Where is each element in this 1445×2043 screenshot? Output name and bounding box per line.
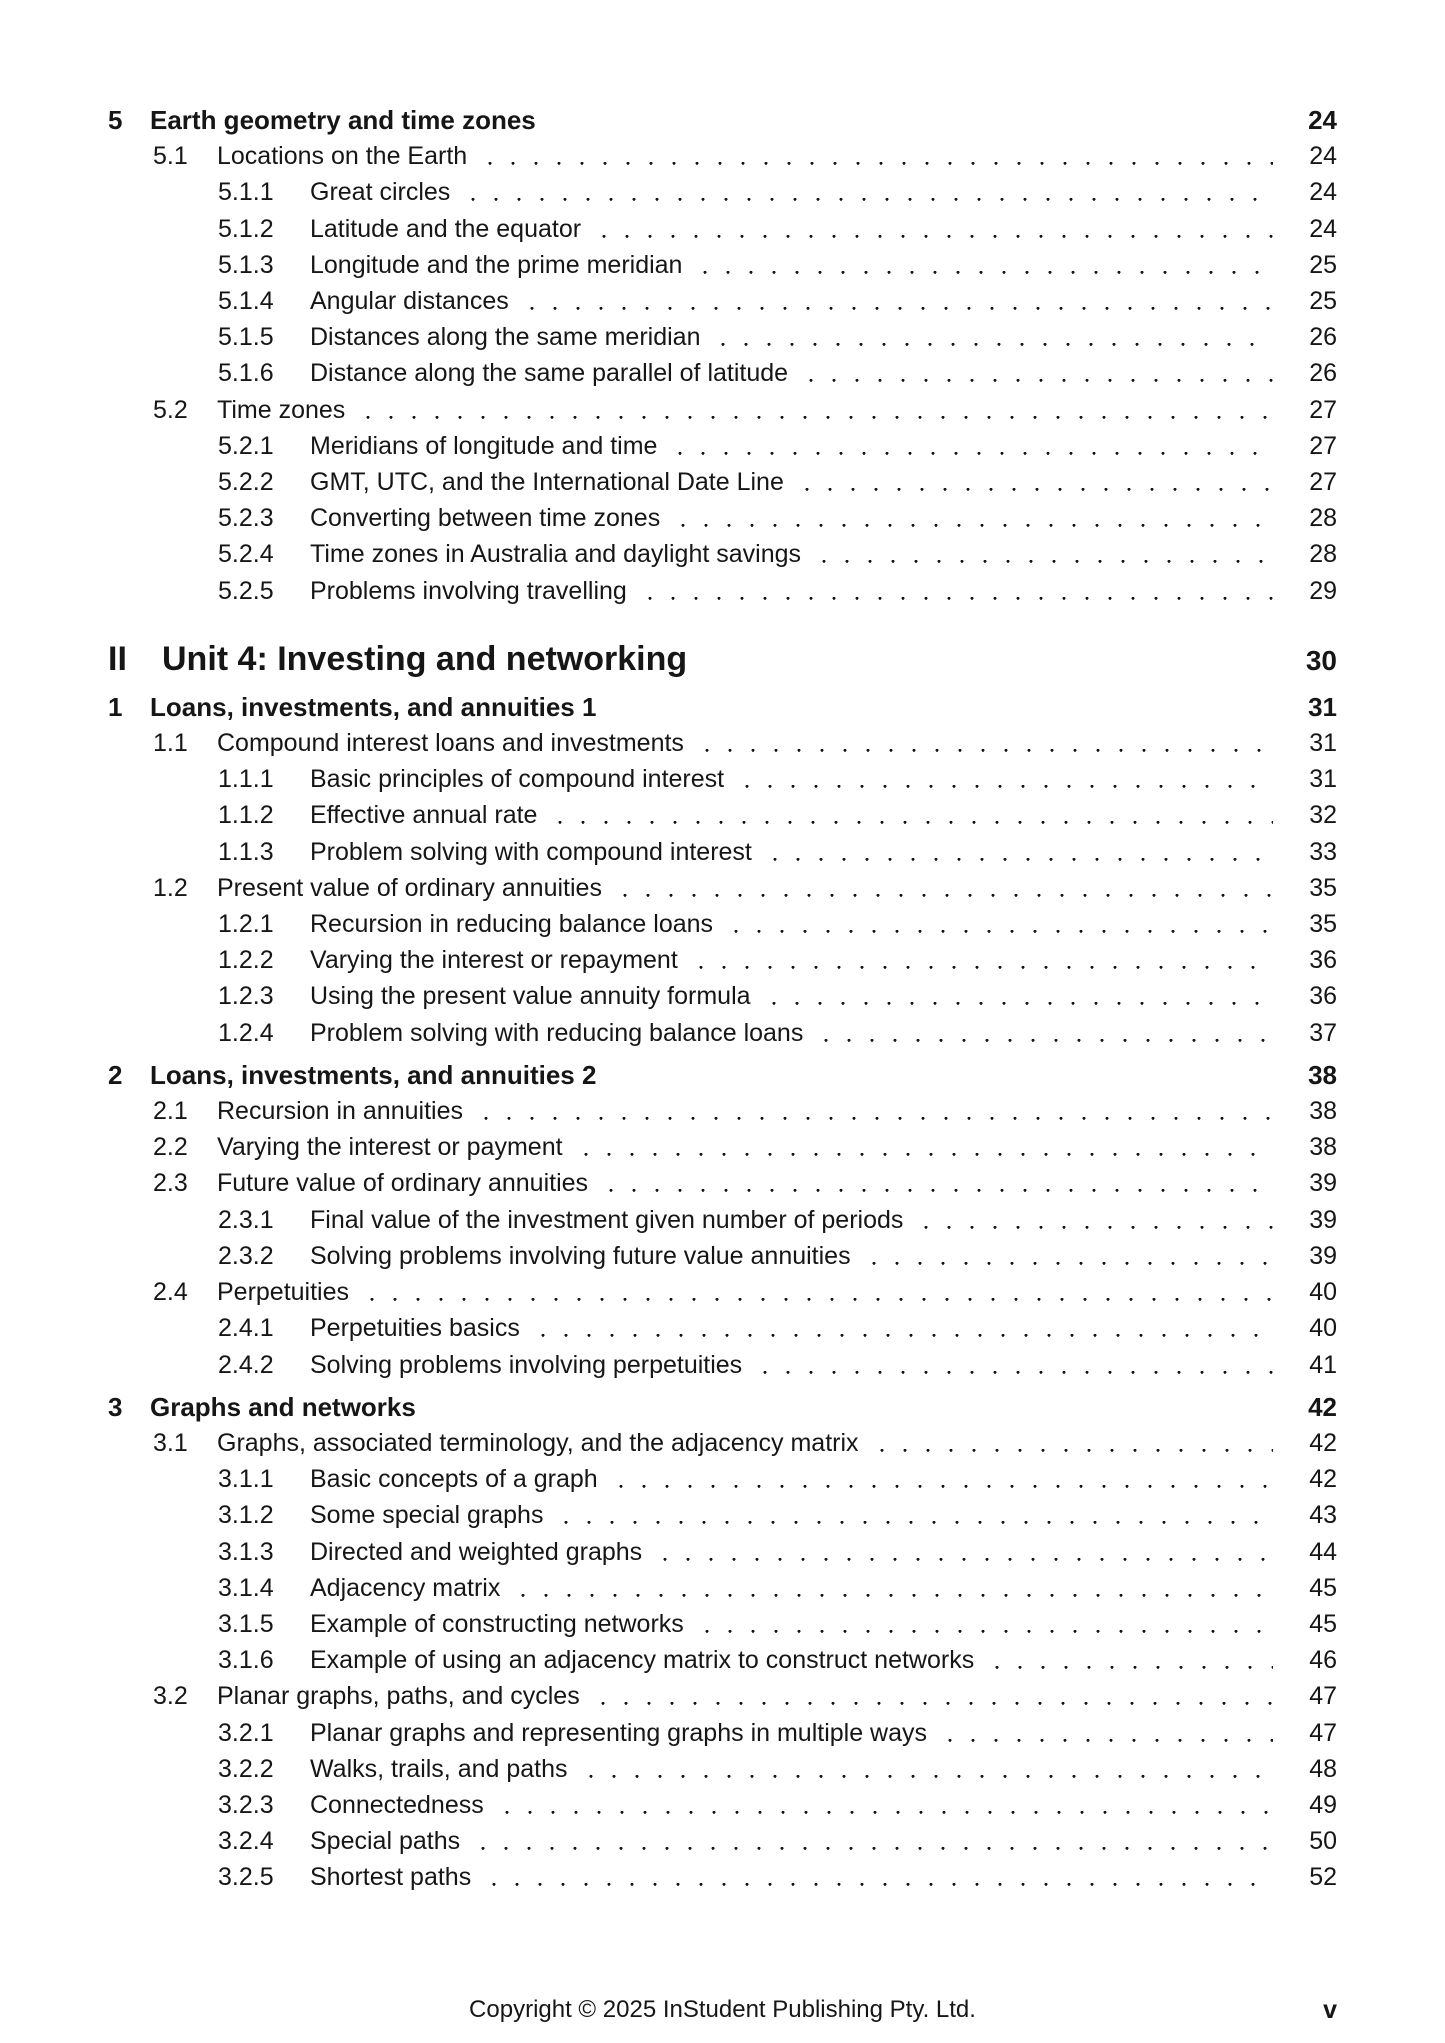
toc-entry-number: 3.1.4 xyxy=(218,1573,274,1602)
toc-entry-5-1-6[interactable] xyxy=(108,355,1337,391)
toc-entry-page-number: 52 xyxy=(1309,1863,1337,1892)
toc-entry-page-number: 48 xyxy=(1309,1754,1337,1783)
toc-entry-page-number: 38 xyxy=(1308,1059,1337,1090)
toc-entry-title: Graphs, associated terminology, and the adjacency matrix xyxy=(217,1428,859,1457)
toc-leader-dots xyxy=(654,1534,1273,1570)
toc-entry-number: 2.4.1 xyxy=(218,1314,274,1343)
toc-entry-page-number: 40 xyxy=(1309,1278,1337,1307)
toc-list xyxy=(108,96,1337,1896)
toc-entry-number: II xyxy=(108,639,127,678)
toc-entry-page-number: 27 xyxy=(1309,431,1337,460)
toc-entry-title: Compound interest loans and investments xyxy=(217,729,684,758)
toc-entry-title: Distances along the same meridian xyxy=(310,323,701,352)
toc-entry-number: 5.2.3 xyxy=(218,504,274,533)
toc-leader-dots xyxy=(593,211,1273,247)
toc-entry-2-3-1[interactable] xyxy=(108,1202,1337,1238)
toc-leader-dots xyxy=(764,834,1273,870)
toc-leader-dots xyxy=(496,1787,1273,1823)
toc-entry-page-number: 31 xyxy=(1309,729,1337,758)
toc-entry-5-2-4[interactable] xyxy=(108,536,1337,572)
toc-entry-5-1-2[interactable] xyxy=(108,211,1337,247)
toc-leader-dots xyxy=(472,1823,1273,1859)
toc-entry-title: Walks, trails, and paths xyxy=(310,1754,568,1783)
toc-leader-dots xyxy=(532,1310,1273,1346)
toc-entry-title: Longitude and the prime meridian xyxy=(310,250,683,279)
toc-entry-page-number: 47 xyxy=(1309,1718,1337,1747)
toc-entry-title: Converting between time zones xyxy=(310,504,661,533)
toc-entry-number: 3.1.6 xyxy=(218,1646,274,1675)
toc-leader-dots xyxy=(800,355,1273,391)
toc-entry-2-3[interactable] xyxy=(108,1165,1337,1201)
toc-entry-1-1[interactable] xyxy=(108,725,1337,761)
copyright-text: Copyright © 2025 InStudent Publishing Pty. Ltd. xyxy=(469,1996,976,2023)
toc-leader-dots xyxy=(428,1389,1273,1425)
toc-leader-dots xyxy=(815,1015,1273,1051)
toc-leader-dots xyxy=(357,392,1273,428)
toc-entry-number: 1 xyxy=(108,691,123,722)
toc-entry-title: Basic principles of compound interest xyxy=(310,765,725,794)
toc-leader-dots xyxy=(600,1165,1273,1201)
toc-leader-dots xyxy=(696,725,1273,761)
toc-entry-1-1-2[interactable] xyxy=(108,797,1337,833)
toc-entry-number: 1.2.4 xyxy=(218,1018,274,1047)
toc-entry-title: Effective annual rate xyxy=(310,801,538,830)
toc-entry-number: 5.1.4 xyxy=(218,287,274,316)
toc-entry-page-number: 46 xyxy=(1309,1646,1337,1675)
toc-entry-title: Some special graphs xyxy=(310,1501,544,1530)
toc-entry-title: Varying the interest or repayment xyxy=(310,946,678,975)
toc-entry-5-2[interactable] xyxy=(108,392,1337,428)
toc-entry-2-4[interactable] xyxy=(108,1274,1337,1310)
toc-leader-dots xyxy=(725,906,1273,942)
toc-entry-number: 5.1.1 xyxy=(218,178,274,207)
toc-entry-page-number: 37 xyxy=(1309,1018,1337,1047)
toc-entry-1[interactable] xyxy=(108,689,1337,725)
toc-entry-page-number: 25 xyxy=(1309,287,1337,316)
toc-entry-number: 5.2.5 xyxy=(218,576,274,605)
toc-entry-title: Varying the interest or payment xyxy=(217,1133,563,1162)
toc-leader-dots xyxy=(361,1274,1273,1310)
toc-leader-dots xyxy=(512,1570,1273,1606)
toc-entry-number: 5.2.2 xyxy=(218,468,274,497)
toc-entry-number: 3.2.1 xyxy=(218,1718,274,1747)
toc-entry-title: Planar graphs, paths, and cycles xyxy=(217,1682,580,1711)
toc-leader-dots xyxy=(939,1715,1273,1751)
toc-entry-page-number: 38 xyxy=(1309,1133,1337,1162)
toc-leader-dots xyxy=(712,319,1273,355)
toc-entry-page-number: 39 xyxy=(1309,1169,1337,1198)
toc-entry-2-4-1[interactable] xyxy=(108,1310,1337,1346)
toc-entry-number: 5.1.2 xyxy=(218,214,274,243)
toc-leader-dots xyxy=(736,761,1273,797)
toc-leader-dots xyxy=(696,1606,1273,1642)
toc-entry-number: 3.2.5 xyxy=(218,1863,274,1892)
toc-entry-page-number: 33 xyxy=(1309,837,1337,866)
toc-entry-number: 3.2.3 xyxy=(218,1790,274,1819)
toc-entry-number: 1.2.2 xyxy=(218,946,274,975)
toc-entry-number: 2.4 xyxy=(153,1278,188,1307)
toc-entry-page-number: 32 xyxy=(1309,801,1337,830)
toc-entry-title: Example of constructing networks xyxy=(310,1609,684,1638)
toc-entry-5-1[interactable] xyxy=(108,138,1337,174)
toc-entry-page-number: 24 xyxy=(1309,178,1337,207)
toc-entry-page-number: 29 xyxy=(1309,576,1337,605)
toc-entry-title: GMT, UTC, and the International Date Line xyxy=(310,468,784,497)
toc-leader-dots xyxy=(672,500,1273,536)
toc-entry-title: Solving problems involving future value annuities xyxy=(310,1241,851,1270)
toc-entry-page-number: 41 xyxy=(1309,1350,1337,1379)
toc-entry-3-2-2[interactable] xyxy=(108,1751,1337,1787)
toc-entry-3-2-5[interactable] xyxy=(108,1859,1337,1895)
toc-entry-page-number: 31 xyxy=(1309,765,1337,794)
toc-entry-page-number: 42 xyxy=(1308,1391,1337,1422)
toc-entry-5-2-2[interactable] xyxy=(108,464,1337,500)
toc-entry-5-1-4[interactable] xyxy=(108,283,1337,319)
toc-leader-dots xyxy=(555,1497,1273,1533)
toc-entry-page-number: 27 xyxy=(1309,468,1337,497)
toc-entry-title: Planar graphs and representing graphs in multiple ways xyxy=(310,1718,928,1747)
toc-entry-page-number: 36 xyxy=(1309,946,1337,975)
toc-entry-number: 1.1.1 xyxy=(218,765,274,794)
toc-entry-number: 3 xyxy=(108,1391,123,1422)
toc-entry-page-number: 42 xyxy=(1309,1465,1337,1494)
toc-leader-dots xyxy=(813,536,1273,572)
toc-entry-page-number: 24 xyxy=(1309,142,1337,171)
toc-entry-5-1-5[interactable] xyxy=(108,319,1337,355)
toc-entry-page-number: 24 xyxy=(1309,214,1337,243)
toc-leader-dots xyxy=(863,1238,1273,1274)
toc-entry-page-number: 28 xyxy=(1309,540,1337,569)
toc-leader-dots xyxy=(694,247,1273,283)
toc-entry-title: Adjacency matrix xyxy=(310,1573,501,1602)
toc-entry-3-1-1[interactable] xyxy=(108,1461,1337,1497)
toc-entry-title: Problem solving with reducing balance loans xyxy=(310,1018,804,1047)
toc-entry-2-2[interactable] xyxy=(108,1129,1337,1165)
toc-entry-number: 3.1.3 xyxy=(218,1537,274,1566)
toc-leader-dots xyxy=(610,1461,1273,1497)
toc-entry-number: 3.2 xyxy=(153,1682,188,1711)
toc-entry-ii[interactable] xyxy=(108,637,1337,683)
toc-leader-dots xyxy=(690,942,1273,978)
toc-leader-dots xyxy=(871,1425,1273,1461)
toc-entry-number: 2.4.2 xyxy=(218,1350,274,1379)
toc-leader-dots xyxy=(521,283,1273,319)
toc-entry-number: 1.1.3 xyxy=(218,837,274,866)
toc-entry-5-2-1[interactable] xyxy=(108,428,1337,464)
toc-entry-1-1-3[interactable] xyxy=(108,834,1337,870)
toc-entry-2[interactable] xyxy=(108,1057,1337,1093)
toc-entry-1-2-4[interactable] xyxy=(108,1015,1337,1051)
toc-entry-title: Special paths xyxy=(310,1827,461,1856)
toc-entry-title: Earth geometry and time zones xyxy=(150,105,536,135)
toc-entry-page-number: 27 xyxy=(1309,395,1337,424)
toc-leader-dots xyxy=(796,464,1273,500)
toc-entry-number: 2 xyxy=(108,1059,123,1090)
toc-entry-number: 3.1 xyxy=(153,1428,188,1457)
toc-entry-title: Perpetuities xyxy=(217,1278,350,1307)
toc-leader-dots xyxy=(754,1347,1273,1383)
toc-leader-dots xyxy=(475,1093,1273,1129)
toc-leader-dots xyxy=(462,174,1273,210)
toc-entry-number: 3.2.4 xyxy=(218,1827,274,1856)
toc-entry-title: Loans, investments, and annuities 2 xyxy=(150,1059,597,1090)
toc-entry-number: 5.2.1 xyxy=(218,431,274,460)
toc-entry-page-number: 45 xyxy=(1309,1609,1337,1638)
toc-entry-title: Angular distances xyxy=(310,287,509,316)
toc-entry-number: 5.1.5 xyxy=(218,323,274,352)
toc-entry-page-number: 28 xyxy=(1309,504,1337,533)
toc-entry-title: Shortest paths xyxy=(310,1863,472,1892)
toc-entry-title: Great circles xyxy=(310,178,451,207)
toc-entry-title: Graphs and networks xyxy=(150,1391,416,1422)
toc-leader-dots xyxy=(592,1678,1273,1714)
toc-entry-page-number: 47 xyxy=(1309,1682,1337,1711)
toc-leader-dots xyxy=(483,1859,1273,1895)
toc-entry-number: 1.2.1 xyxy=(218,910,274,939)
toc-entry-page-number: 50 xyxy=(1309,1827,1337,1856)
toc-entry-page-number: 44 xyxy=(1309,1537,1337,1566)
toc-entry-number: 5.2.4 xyxy=(218,540,274,569)
toc-leader-dots xyxy=(549,797,1273,833)
toc-entry-2-3-2[interactable] xyxy=(108,1238,1337,1274)
toc-entry-1-1-1[interactable] xyxy=(108,761,1337,797)
toc-entry-page-number: 40 xyxy=(1309,1314,1337,1343)
toc-entry-page-number: 36 xyxy=(1309,982,1337,1011)
toc-entry-page-number: 26 xyxy=(1309,359,1337,388)
toc-entry-number: 2.2 xyxy=(153,1133,188,1162)
toc-entry-2-1[interactable] xyxy=(108,1093,1337,1129)
footer-page-label: v xyxy=(1323,1996,1337,2024)
toc-entry-title: Final value of the investment given number of periods xyxy=(310,1205,904,1234)
toc-entry-number: 3.1.1 xyxy=(218,1465,274,1494)
toc-leader-dots xyxy=(639,573,1273,609)
toc-entry-1-2-1[interactable] xyxy=(108,906,1337,942)
toc-leader-dots xyxy=(763,978,1273,1014)
toc-entry-number: 2.3.1 xyxy=(218,1205,274,1234)
toc-entry-3-1-3[interactable] xyxy=(108,1534,1337,1570)
toc-entry-3-2[interactable] xyxy=(108,1678,1337,1714)
toc-entry-3-2-3[interactable] xyxy=(108,1787,1337,1823)
toc-entry-2-4-2[interactable] xyxy=(108,1347,1337,1383)
toc-entry-title: Connectedness xyxy=(310,1790,484,1819)
toc-entry-title: Unit 4: Investing and networking xyxy=(162,639,688,678)
toc-entry-title: Latitude and the equator xyxy=(310,214,582,243)
toc-entry-title: Example of using an adjacency matrix to construct networks xyxy=(310,1646,975,1675)
toc-entry-page-number: 30 xyxy=(1305,644,1337,676)
toc-entry-title: Perpetuities basics xyxy=(310,1314,520,1343)
toc-entry-number: 1.1.2 xyxy=(218,801,274,830)
toc-entry-title: Time zones in Australia and daylight savings xyxy=(310,540,802,569)
toc-entry-page-number: 31 xyxy=(1308,691,1337,722)
toc-entry-3-1-4[interactable] xyxy=(108,1570,1337,1606)
page-footer xyxy=(108,1996,1337,2024)
toc-entry-page-number: 49 xyxy=(1309,1790,1337,1819)
toc-entry-title: Time zones xyxy=(217,395,346,424)
toc-entry-page-number: 42 xyxy=(1309,1428,1337,1457)
toc-entry-1-2[interactable] xyxy=(108,870,1337,906)
toc-entry-1-2-3[interactable] xyxy=(108,978,1337,1014)
toc-leader-dots xyxy=(608,1057,1273,1093)
toc-entry-page-number: 24 xyxy=(1308,105,1337,135)
toc-leader-dots xyxy=(915,1202,1273,1238)
toc-entry-page-number: 35 xyxy=(1309,910,1337,939)
toc-entry-page-number: 39 xyxy=(1309,1241,1337,1270)
toc-entry-page-number: 39 xyxy=(1309,1205,1337,1234)
toc-entry-number: 5.1.3 xyxy=(218,250,274,279)
toc-entry-5-1-3[interactable] xyxy=(108,247,1337,283)
toc-entry-title: Distance along the same parallel of latitude xyxy=(310,359,789,388)
toc-entry-title: Locations on the Earth xyxy=(217,142,468,171)
toc-entry-title: Recursion in annuities xyxy=(217,1097,463,1126)
toc-entry-title: Using the present value annuity formula xyxy=(310,982,751,1011)
toc-entry-3-1-6[interactable] xyxy=(108,1642,1337,1678)
toc-entry-page-number: 38 xyxy=(1309,1097,1337,1126)
toc-entry-title: Problems involving travelling xyxy=(310,576,627,605)
toc-entry-number: 3.1.2 xyxy=(218,1501,274,1530)
toc-entry-1-2-2[interactable] xyxy=(108,942,1337,978)
toc-entry-page-number: 26 xyxy=(1309,323,1337,352)
toc-entry-page-number: 25 xyxy=(1309,250,1337,279)
toc-leader-dots xyxy=(580,1751,1273,1787)
toc-leader-dots xyxy=(669,428,1273,464)
toc-entry-number: 3.1.5 xyxy=(218,1609,274,1638)
toc-entry-number: 1.2.3 xyxy=(218,982,274,1011)
toc-entry-page-number: 43 xyxy=(1309,1501,1337,1530)
toc-leader-dots xyxy=(699,637,1273,683)
toc-entry-title: Directed and weighted graphs xyxy=(310,1537,643,1566)
toc-entry-number: 5.2 xyxy=(153,395,188,424)
toc-entry-title: Basic concepts of a graph xyxy=(310,1465,598,1494)
toc-entry-number: 1.1 xyxy=(153,729,188,758)
toc-entry-3-1-5[interactable] xyxy=(108,1606,1337,1642)
toc-entry-5[interactable] xyxy=(108,102,1337,138)
toc-entry-title: Loans, investments, and annuities 1 xyxy=(150,691,597,722)
toc-leader-dots xyxy=(608,689,1273,725)
toc-entry-5-2-3[interactable] xyxy=(108,500,1337,536)
toc-entry-3-2-4[interactable] xyxy=(108,1823,1337,1859)
toc-entry-number: 2.3 xyxy=(153,1169,188,1198)
toc-entry-3[interactable] xyxy=(108,1389,1337,1425)
toc-entry-number: 5.1 xyxy=(153,142,188,171)
toc-leader-dots xyxy=(986,1642,1273,1678)
toc-leader-dots xyxy=(614,870,1273,906)
toc-entry-title: Recursion in reducing balance loans xyxy=(310,910,714,939)
toc-entry-3-2-1[interactable] xyxy=(108,1715,1337,1751)
toc-entry-3-1[interactable] xyxy=(108,1425,1337,1461)
toc-entry-page-number: 45 xyxy=(1309,1573,1337,1602)
toc-entry-number: 2.1 xyxy=(153,1097,188,1126)
toc-leader-dots xyxy=(575,1129,1273,1165)
toc-entry-3-1-2[interactable] xyxy=(108,1497,1337,1533)
toc-entry-number: 3.2.2 xyxy=(218,1754,274,1783)
toc-entry-number: 1.2 xyxy=(153,873,188,902)
toc-leader-dots xyxy=(548,102,1273,138)
toc-entry-5-2-5[interactable] xyxy=(108,573,1337,609)
toc-entry-number: 5 xyxy=(108,105,123,135)
toc-entry-5-1-1[interactable] xyxy=(108,174,1337,210)
toc-entry-number: 5.1.6 xyxy=(218,359,274,388)
toc-leader-dots xyxy=(479,138,1273,174)
toc-entry-title: Problem solving with compound interest xyxy=(310,837,752,866)
toc-entry-page-number: 35 xyxy=(1309,873,1337,902)
toc-entry-title: Solving problems involving perpetuities xyxy=(310,1350,743,1379)
toc-entry-title: Meridians of longitude and time xyxy=(310,431,658,460)
toc-entry-number: 2.3.2 xyxy=(218,1241,274,1270)
toc-entry-title: Present value of ordinary annuities xyxy=(217,873,602,902)
toc-entry-title: Future value of ordinary annuities xyxy=(217,1169,589,1198)
